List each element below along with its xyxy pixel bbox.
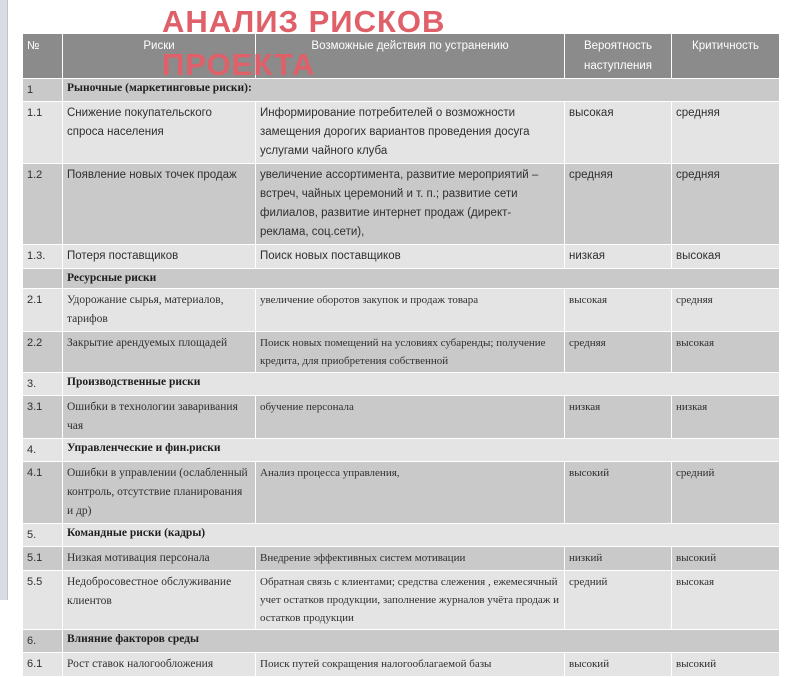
row-number: 3. bbox=[23, 373, 63, 396]
section-title: Производственные риски bbox=[63, 373, 780, 396]
risk-cell: Рост ставок налогообложения bbox=[63, 653, 256, 677]
action-cell: обучение персонала bbox=[256, 396, 565, 439]
header-number: № bbox=[23, 34, 63, 79]
table-row bbox=[23, 462, 780, 524]
risk-cell: Ошибки в технологии заваривания чая bbox=[63, 396, 256, 439]
criticality-cell: высокий bbox=[672, 547, 780, 571]
header-actions: Возможные действия по устранению bbox=[256, 34, 565, 79]
table-row bbox=[23, 571, 780, 630]
risk-cell: Появление новых точек продаж bbox=[63, 164, 256, 245]
section-title: Влияние факторов среды bbox=[63, 630, 780, 653]
risk-cell: Закрытие арендуемых площадей bbox=[63, 332, 256, 373]
row-number: 1.2 bbox=[23, 164, 63, 245]
criticality-cell: низкая bbox=[672, 396, 780, 439]
row-number bbox=[23, 269, 63, 289]
probability-cell: средняя bbox=[565, 332, 672, 373]
action-cell: Поиск новых поставщиков bbox=[256, 245, 565, 269]
header-risks: Риски bbox=[63, 34, 256, 79]
row-number: 6. bbox=[23, 630, 63, 653]
action-cell: увеличение оборотов закупок и продаж товара bbox=[256, 289, 565, 332]
action-cell: Поиск путей сокращения налогооблагаемой базы bbox=[256, 653, 565, 677]
table-row bbox=[23, 653, 780, 677]
action-cell: Обратная связь с клиентами; средства слежения , ежемесячный учет остатков продукции, заполнение журналов учёта продаж и остатков продукции bbox=[256, 571, 565, 630]
table-row bbox=[23, 396, 780, 439]
row-number: 4. bbox=[23, 439, 63, 462]
row-number: 5.1 bbox=[23, 547, 63, 571]
table-row bbox=[23, 332, 780, 373]
section-row bbox=[23, 373, 780, 396]
probability-cell: средний bbox=[565, 571, 672, 630]
criticality-cell: средняя bbox=[672, 164, 780, 245]
probability-cell: высокая bbox=[565, 289, 672, 332]
section-title: Управленческие и фин.риски bbox=[63, 439, 780, 462]
table-row bbox=[23, 164, 780, 245]
row-number: 5. bbox=[23, 524, 63, 547]
table-row bbox=[23, 102, 780, 164]
section-row bbox=[23, 269, 780, 289]
risk-cell: Недобросовестное обслуживание клиентов bbox=[63, 571, 256, 630]
page-title: АНАЛИЗ РИСКОВ ПРОЕКТА bbox=[162, 4, 446, 82]
row-number: 4.1 bbox=[23, 462, 63, 524]
action-cell: Внедрение эффективных систем мотивации bbox=[256, 547, 565, 571]
section-row bbox=[23, 630, 780, 653]
section-row bbox=[23, 439, 780, 462]
risk-table-body bbox=[23, 79, 780, 677]
row-number: 2.1 bbox=[23, 289, 63, 332]
row-number: 3.1 bbox=[23, 396, 63, 439]
risk-cell: Ошибки в управлении (ослабленный контроль, отсутствие планирования и др) bbox=[63, 462, 256, 524]
probability-cell: высокая bbox=[565, 102, 672, 164]
risk-cell: Низкая мотивация персонала bbox=[63, 547, 256, 571]
section-row bbox=[23, 524, 780, 547]
header-probability: Вероятность наступления bbox=[565, 34, 672, 79]
row-number: 5.5 bbox=[23, 571, 63, 630]
action-cell: Информирование потребителей о возможности замещения дорогих вариантов проведения досуга услугами чайного клуба bbox=[256, 102, 565, 164]
row-number: 1.3. bbox=[23, 245, 63, 269]
row-number: 1.1 bbox=[23, 102, 63, 164]
criticality-cell: средний bbox=[672, 462, 780, 524]
risk-cell: Удорожание сырья, материалов, тарифов bbox=[63, 289, 256, 332]
section-title: Рыночные (маркетинговые риски): bbox=[63, 79, 780, 102]
probability-cell: низкий bbox=[565, 547, 672, 571]
risk-table bbox=[22, 33, 780, 677]
probability-cell: низкая bbox=[565, 396, 672, 439]
action-cell: Анализ процесса управления, bbox=[256, 462, 565, 524]
row-number: 1 bbox=[23, 79, 63, 102]
criticality-cell: высокая bbox=[672, 571, 780, 630]
risk-cell: Потеря поставщиков bbox=[63, 245, 256, 269]
probability-cell: высокий bbox=[565, 462, 672, 524]
criticality-cell: высокий bbox=[672, 653, 780, 677]
criticality-cell: высокая bbox=[672, 332, 780, 373]
criticality-cell: средняя bbox=[672, 289, 780, 332]
probability-cell: низкая bbox=[565, 245, 672, 269]
section-title: Командные риски (кадры) bbox=[63, 524, 780, 547]
probability-cell: средняя bbox=[565, 164, 672, 245]
row-number: 6.1 bbox=[23, 653, 63, 677]
table-row bbox=[23, 547, 780, 571]
section-title: Ресурсные риски bbox=[63, 269, 780, 289]
header-criticality: Критичность bbox=[672, 34, 780, 79]
criticality-cell: средняя bbox=[672, 102, 780, 164]
criticality-cell: высокая bbox=[672, 245, 780, 269]
slide-left-bar-edge bbox=[7, 0, 8, 600]
row-number: 2.2 bbox=[23, 332, 63, 373]
action-cell: увеличение ассортимента, развитие мероприятий – встреч, чайных церемоний и т. п.; развитие сети филиалов, развитие интернет продаж (директ- реклама, соц.сети), bbox=[256, 164, 565, 245]
table-row bbox=[23, 245, 780, 269]
table-row bbox=[23, 289, 780, 332]
risk-cell: Снижение покупательского спроса населения bbox=[63, 102, 256, 164]
probability-cell: высокий bbox=[565, 653, 672, 677]
slide-left-bar bbox=[0, 0, 7, 600]
action-cell: Поиск новых помещений на условиях субаренды; получение кредита, для приобретения собственной bbox=[256, 332, 565, 373]
